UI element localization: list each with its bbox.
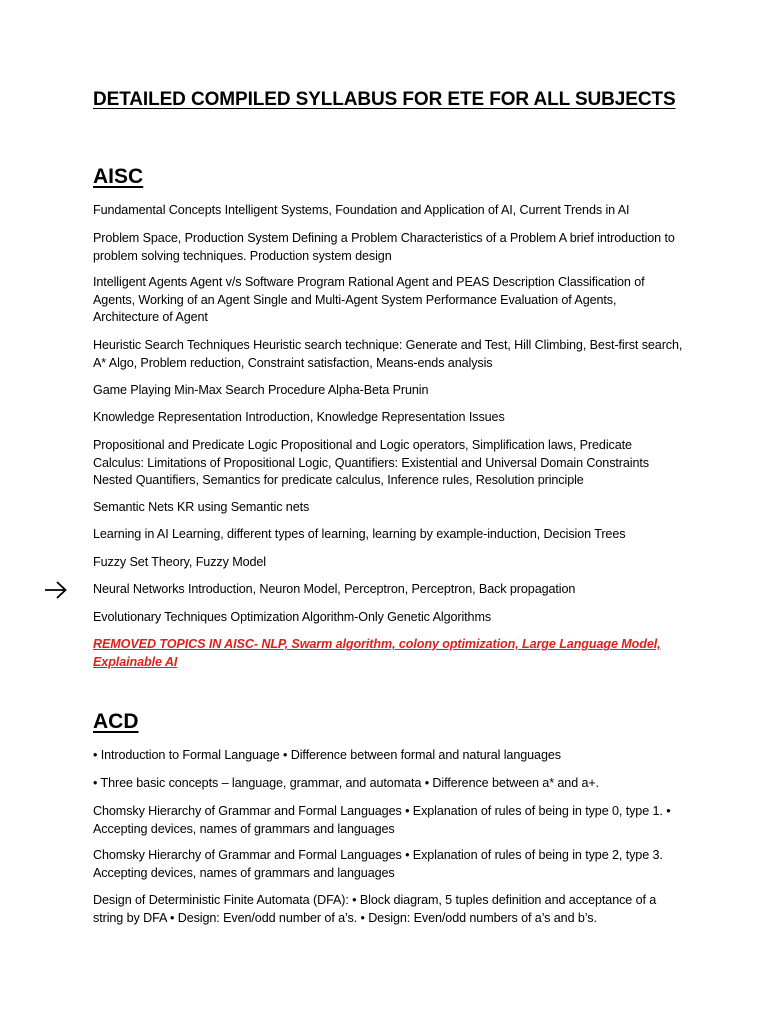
aisc-topic-highlighted: Neural Networks Introduction, Neuron Model, Perceptron, Perceptron, Back propagation bbox=[93, 582, 576, 596]
acd-topic: Chomsky Hierarchy of Grammar and Formal Languages • Explanation of rules of being in type 0, type 1. • Accepting devices, names of grammars and languages bbox=[93, 804, 671, 836]
section-heading-acd: ACD bbox=[93, 710, 139, 733]
removed-topics-note: REMOVED TOPICS IN AISC- NLP, Swarm algorithm, colony optimization, Large Language Model, Explainable AI bbox=[93, 637, 661, 669]
aisc-topic: Semantic Nets KR using Semantic nets bbox=[93, 500, 310, 514]
section-heading-aisc: AISC bbox=[93, 165, 144, 188]
aisc-topic: Fundamental Concepts Intelligent Systems, Foundation and Application of AI, Current Trends in AI bbox=[93, 203, 630, 217]
acd-topic: • Three basic concepts – language, grammar, and automata • Difference between a* and a+. bbox=[93, 776, 600, 790]
aisc-topic: Propositional and Predicate Logic Propositional and Logic operators, Simplification laws, Predicate Calculus: Limitations of Propositional Logic, Quantifiers: Existential and Universal Domain Constraints Nested Quantifiers, Semantics for predicate calculus, Inference rules, Resolution principle bbox=[93, 438, 649, 488]
right-arrow-icon bbox=[44, 579, 68, 601]
aisc-topic: Heuristic Search Techniques Heuristic search technique: Generate and Test, Hill Climbing, Best-first search, A* Algo, Problem reduction, Constraint satisfaction, Means-ends analysis bbox=[93, 338, 683, 370]
aisc-topic: Game Playing Min-Max Search Procedure Alpha-Beta Prunin bbox=[93, 383, 429, 397]
aisc-topic: Problem Space, Production System Defining a Problem Characteristics of a Problem A brief introduction to problem solving techniques. Production system design bbox=[93, 231, 675, 263]
acd-topic: • Introduction to Formal Language • Difference between formal and natural languages bbox=[93, 748, 561, 762]
aisc-topic: Evolutionary Techniques Optimization Algorithm-Only Genetic Algorithms bbox=[93, 610, 492, 624]
document-title: DETAILED COMPILED SYLLABUS FOR ETE FOR ALL SUBJECTS bbox=[93, 89, 676, 110]
aisc-topic: Fuzzy Set Theory, Fuzzy Model bbox=[93, 555, 267, 569]
aisc-topic: Intelligent Agents Agent v/s Software Program Rational Agent and PEAS Description Classification of Agents, Working of an Agent Single and Multi-Agent System Performance Evaluation of Agents, Architecture of Agent bbox=[93, 275, 645, 325]
acd-topic: Chomsky Hierarchy of Grammar and Formal Languages • Explanation of rules of being in type 2, type 3. Accepting devices, names of grammars and languages bbox=[93, 848, 663, 880]
acd-topic: Design of Deterministic Finite Automata (DFA): • Block diagram, 5 tuples definition and acceptance of a string by DFA • Design: Even/odd number of a’s. • Design: Even/odd numbers of a’s and b’s. bbox=[93, 893, 657, 925]
aisc-topic: Learning in AI Learning, different types of learning, learning by example-induction, Decision Trees bbox=[93, 527, 626, 541]
aisc-topic: Knowledge Representation Introduction, Knowledge Representation Issues bbox=[93, 410, 505, 424]
